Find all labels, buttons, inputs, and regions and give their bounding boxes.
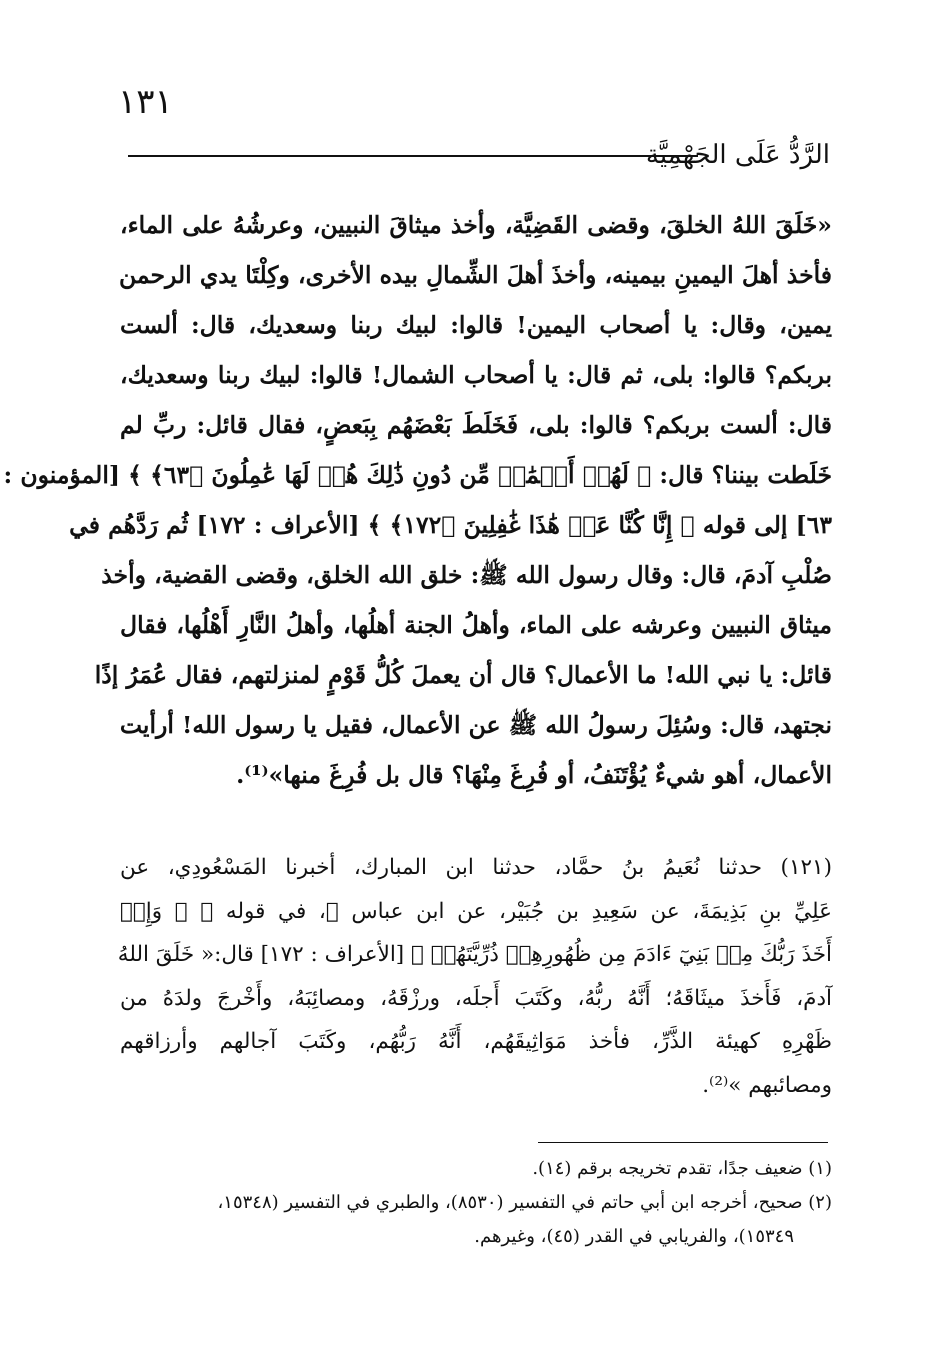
running-header-title: الرَّدُّ عَلَى الجَهْمِيَّة xyxy=(645,140,830,170)
footnote-1: (١) ضعيف جدًا، تقدم تخريجه برقم (١٤). xyxy=(532,1158,832,1179)
hadith-text xyxy=(3,200,832,800)
footnote-separator xyxy=(538,1142,828,1143)
text-line: قائل: يا نبي الله! ما الأعمال؟ قال أن يعملَ كُلُّ قَوْمٍ لمنزلتهم، فقال عُمَرُ إذًا xyxy=(94,661,832,689)
text-line: يمين، وقال: يا أصحاب اليمين! قالوا: لبيك ربنا وسعديك، قال: ألست xyxy=(120,311,832,339)
text-line: صُلْبِ آدمَ، قال: وقال رسول الله ﷺ: خلق الله الخلق، وقضى القضية، وأخذ xyxy=(101,561,832,589)
footnote-2-continued: ١٥٣٤٩)، والفريابي في القدر (٤٥)، وغيرهم. xyxy=(474,1226,794,1247)
page-number: ١٣١ xyxy=(118,82,173,122)
text-line: أَخَذَ رَبُّكَ مِنۢ بَنِيٓ ءَادَمَ مِن ظُهُورِهِمۡ ذُرِّيَّتَهُمۡ ﴾ [الأعراف : ١٧٢] قال:« خَلَقَ اللهُ xyxy=(117,942,832,967)
text-line: «خَلَقَ اللهُ الخلقَ، وقضى القَضِيَّة، وأخذ ميثاقَ النبيين، وعرشُهُ على الماء، xyxy=(120,211,832,239)
text-line: ميثاق النبيين وعرشه على الماء، وأهلُ الجنة أهلُها، وأهلُ النَّارِ أَهْلُها، فقال xyxy=(120,611,832,639)
text-line: نجتهد، قال: وسُئِلَ رسولُ الله ﷺ عن الأعمال، فقيل يا رسول الله! أرأيت xyxy=(119,711,832,739)
text-line: عَلِيِّ بنِ بَذِيمَةَ، عن سَعِيدِ بن جُبَيْر، عن ابن عباس ﷺ، في قوله ﷻ ﴿ وَإِذۡ xyxy=(120,898,832,924)
text-line: ومصائبهم »⁽²⁾. xyxy=(702,1072,832,1098)
text-line: الأعمال، أهو شيءٌ يُؤْتَنَفُ، أو فُرِغَ مِنْهَا؟ قال بل فُرِغَ منها»⁽¹⁾. xyxy=(236,761,832,789)
text-line: بربكم؟ قالوا: بلى، ثم قال: يا أصحاب الشمال! قالوا: لبيك ربنا وسعديك، xyxy=(120,361,832,389)
text-line: فأخذ أهلَ اليمينِ بيمينه، وأخذَ أهلَ الشِّمالِ بيده الأخرى، وكِلْتَا يدي الرحمن xyxy=(118,261,832,289)
hadith-121 xyxy=(117,846,832,1107)
text-line: آدمَ، فَأَخذَ ميثَاقَهُ؛ أَنَّهُ ربُّهُ، وكَتَبَ أَجلَه، ورزْقَهُ، ومصائِبَهُ، وأَخْرجَ ولدَهُ من xyxy=(120,985,832,1011)
footnote-2: (٢) صحيح، أخرجه ابن أبي حاتم في التفسير (٨٥٣٠)، والطبري في التفسير (١٥٣٤٨، xyxy=(217,1192,832,1213)
text-line: خَلَطت بيننا؟ قال: ﴿ لَهُمۡ أَعۡمَٰلٞ مِّن دُونِ ذَٰلِكَ هُمۡ لَهَا عَٰمِلُونَ ﴿٦٣﴾ ﴾ [المؤمنون : xyxy=(3,461,832,489)
text-line: ٦٣] إلى قوله ﴿ إِنَّا كُنَّا عَنۡ هَٰذَا غَٰفِلِينَ ﴿١٧٢﴾ ﴾ [الأعراف : ١٧٢] ثُم رَدَّهُم في xyxy=(69,511,832,539)
text-line: (١٢١) حدثنا نُعَيمُ بنُ حمَّاد، حدثنا ابن المبارك، أخبرنا المَسْعُودِي، عن xyxy=(120,855,832,880)
text-line: ظَهْرِهِ كهيئة الذَّرِّ، فأخذ مَوَاثِيقَهُم، أَنَّهُ رَبُّهُم، وكَتَبَ آجالهم وأرزاقهم xyxy=(120,1029,832,1054)
running-header xyxy=(120,138,830,174)
header-rule xyxy=(128,155,698,157)
text-line: قال: ألست بربكم؟ قالوا: بلى، فَخَلَطَ بَعْضَهُم بِبَعضٍ، فقال قائل: ربِّ لم xyxy=(120,411,832,439)
footnotes xyxy=(120,1152,832,1254)
